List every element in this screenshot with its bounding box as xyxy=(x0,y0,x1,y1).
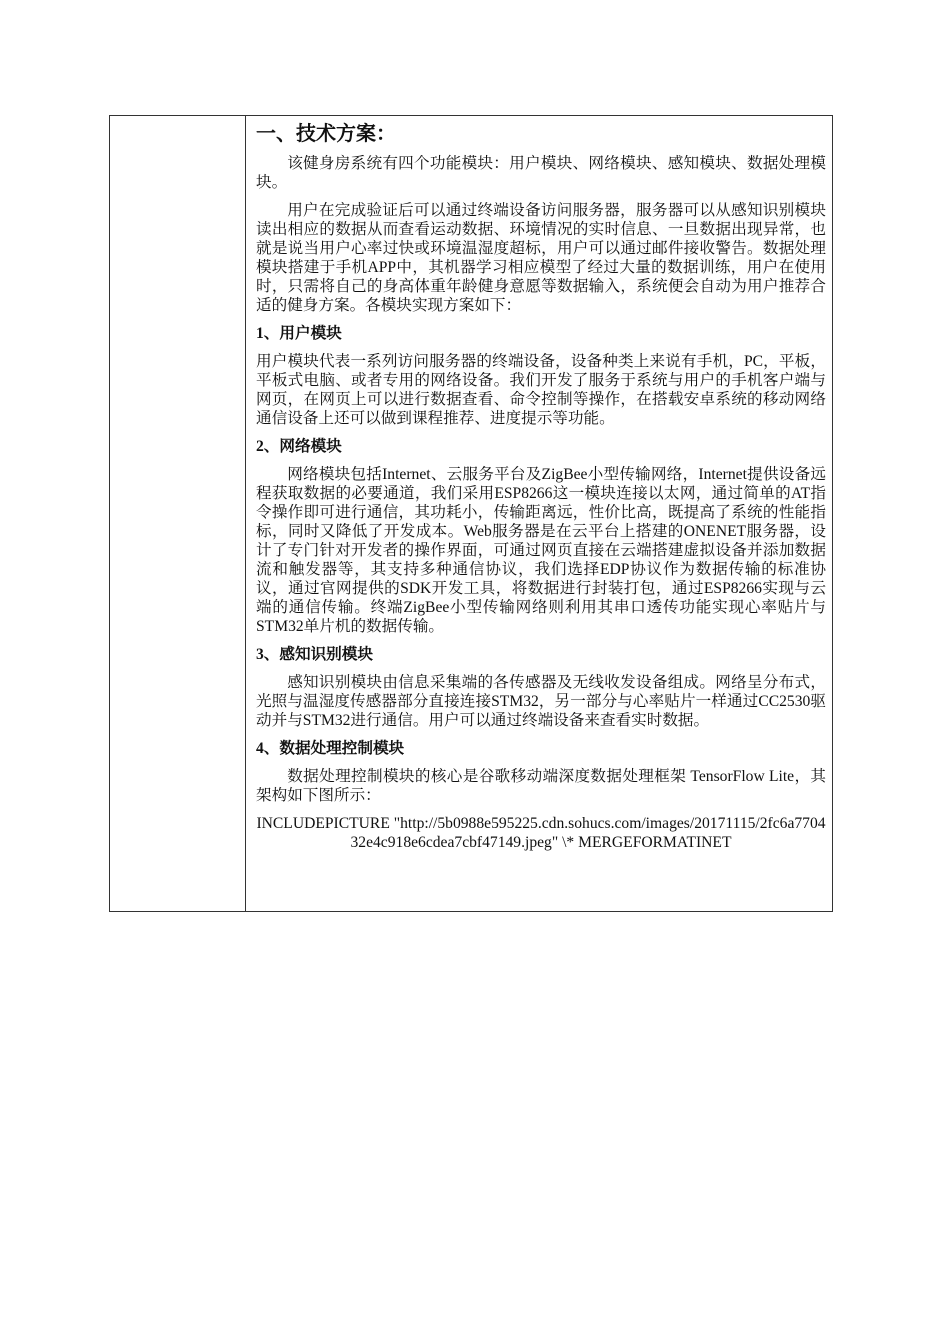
content-table xyxy=(109,115,833,912)
left-column-cell xyxy=(110,116,246,911)
subsection-text-network: 网络模块包括Internet、云服务平台及ZigBee小型传输网络，Internet提供设备远程获取数据的必要通道，我们采用ESP8266这一模块连接以太网，通过简单的AT指令操作即可进行通信，其功耗小，传输距离远，性价比高，既提高了系统的性能指标，同时又降低了开发成本。Web服务器是在云平台上搭建的ONENET服务器，设计了专门针对开发者的操作界面，可通过网页直接在云端搭建虚拟设备并添加数据流和触发器等，其支持多种通信协议，我们选择EDP协议作为数据传输的标准协议，通过官网提供的SDK开发工具，将数据进行封装打包，通过ESP8266实现与云端的通信传输。终端ZigBee小型传输网络则利用其串口透传功能实现心率贴片与STM32单片机的数据传输。 xyxy=(256,466,826,635)
section-title: 一、技术方案： xyxy=(256,121,396,145)
subsection-heading-network: 2、网络模块 xyxy=(256,438,342,455)
subsection-heading-data-processing: 4、数据处理控制模块 xyxy=(256,740,405,757)
subsection-heading-sensing: 3、感知识别模块 xyxy=(256,646,373,663)
subsection-text-sensing: 感知识别模块由信息采集端的各传感器及无线收发设备组成。网络呈分布式，光照与温湿度传感器部分直接连接STM32，另一部分与心率贴片一样通过CC2530驱动并与STM32进行通信。用户可以通过终端设备来查看实时数据。 xyxy=(256,674,826,729)
right-column-cell xyxy=(256,120,826,852)
subsection-text-data-processing: 数据处理控制模块的核心是谷歌移动端深度数据处理框架 TensorFlow Lite，其架构如下图所示： xyxy=(256,768,826,804)
intro-paragraph: 用户在完成验证后可以通过终端设备访问服务器，服务器可以从感知识别模块读出相应的数据从而查看运动数据、环境情况的实时信息、一旦数据出现异常，也就是说当用户心率过快或环境温湿度超标，用户可以通过邮件接收警告。数据处理模块搭建于手机APP中，其机器学习相应模型了经过大量的数据训练，用户在使用时，只需将自己的身高体重年龄健身意愿等数据输入，系统便会自动为用户推荐合适的健身方案。各模块实现方案如下： xyxy=(256,202,826,314)
subsection-heading-user: 1、用户模块 xyxy=(256,325,342,342)
intro-paragraph: 该健身房系统有四个功能模块：用户模块、网络模块、感知模块、数据处理模块。 xyxy=(256,155,826,191)
includepicture-field-code: INCLUDEPICTURE "http://5b0988e595225.cdn.sohucs.com/images/20171115/2fc6a770432e4c918e6cdea7cbf47149.jpeg" \* MERGEFORMATINET xyxy=(256,815,826,851)
subsection-text-user: 用户模块代表一系列访问服务器的终端设备，设备种类上来说有手机，PC，平板，平板式电脑、或者专用的网络设备。我们开发了服务于系统与用户的手机客户端与网页，在网页上可以进行数据查看、命令控制等操作，在搭载安卓系统的移动网络通信设备上还可以做到课程推荐、进度提示等功能。 xyxy=(256,353,826,427)
